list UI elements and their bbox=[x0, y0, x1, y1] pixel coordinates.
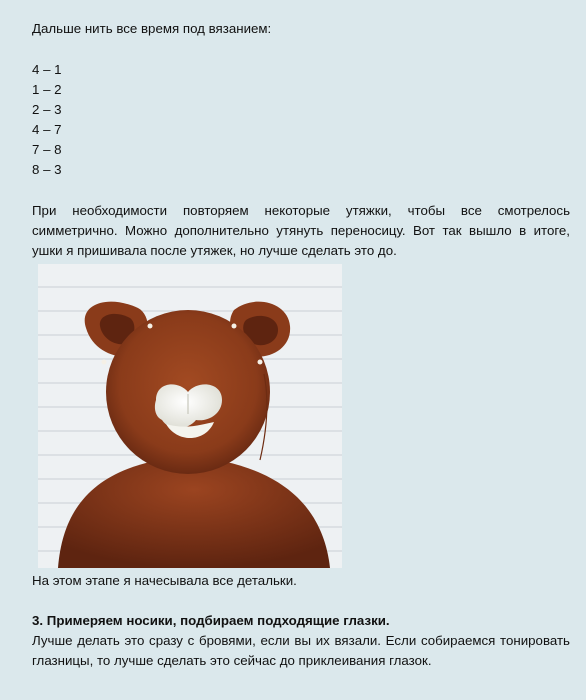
step-item: 4 – 1 bbox=[32, 62, 62, 77]
step-item: 1 – 2 bbox=[32, 82, 62, 97]
pin-head bbox=[102, 360, 107, 365]
pin-head bbox=[148, 324, 153, 329]
section-heading: 3. Примеряем носики, подбираем подходящие глазки. bbox=[32, 613, 390, 628]
pin-head bbox=[232, 324, 237, 329]
bear-illustration bbox=[38, 264, 342, 568]
photo-caption: На этом этапе я начесывала все детальки. bbox=[32, 573, 297, 588]
paragraph-tightening: При необходимости повторяем некоторые утяжки, чтобы все смотрелось симметрично. Можно дополнительно утянуть переносицу. Вот так вышло в итоге, ушки я пришивала после утяжек, но лучше сделать это до. bbox=[32, 203, 570, 258]
bear-photo bbox=[38, 264, 342, 568]
paragraph-nose-eyes: Лучше делать это сразу с бровями, если вы их вязали. Если собираемся тонировать глазницы, то лучше сделать это сейчас до приклеивания глазок. bbox=[32, 633, 570, 668]
pin-head bbox=[258, 360, 263, 365]
step-item: 4 – 7 bbox=[32, 122, 62, 137]
step-item: 8 – 3 bbox=[32, 162, 62, 177]
step-item: 7 – 8 bbox=[32, 142, 62, 157]
step-item: 2 – 3 bbox=[32, 102, 62, 117]
intro-text: Дальше нить все время под вязанием: bbox=[32, 21, 272, 36]
steps-list bbox=[32, 60, 570, 180]
